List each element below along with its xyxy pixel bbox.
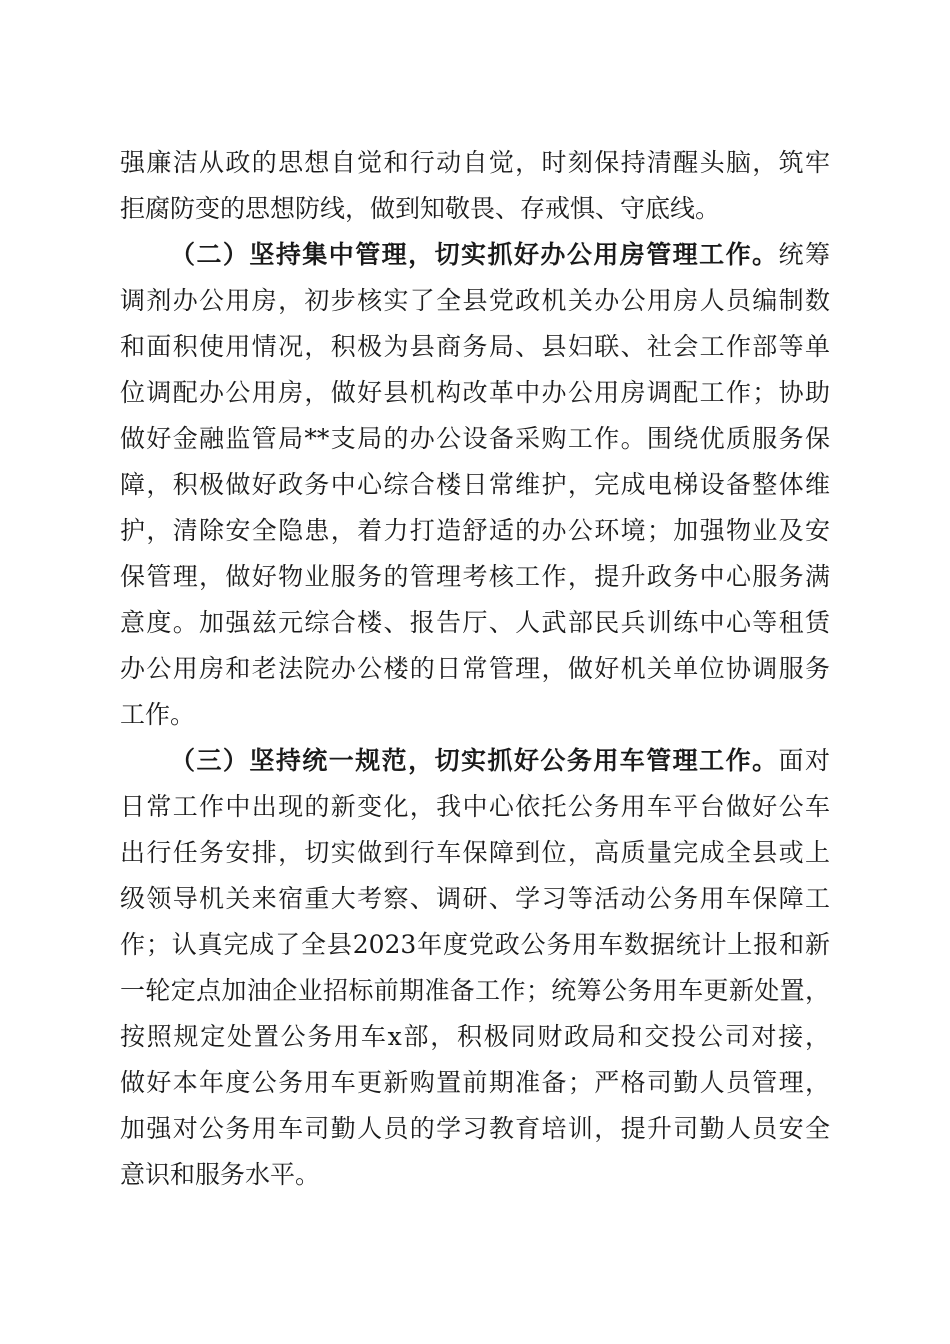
text-line: 拒腐防变的思想防线，做到知敬畏、存戒惧、守底线。: [120, 194, 721, 223]
text-line: 级领导机关来宿重大考察、调研、学习等活动公务用车保障工: [120, 884, 830, 913]
paragraph-2-first-line: [170, 232, 830, 278]
text-line: 日常工作中出现的新变化，我中心依托公务用车平台做好公车: [120, 792, 830, 821]
text-line: 办公用房和老法院办公楼的日常管理，做好机关单位协调服务: [120, 654, 830, 683]
text-line: 保管理，做好物业服务的管理考核工作，提升政务中心服务满: [120, 562, 830, 591]
paragraph-2-heading: （二）坚持集中管理，切实抓好办公用房管理工作。: [170, 240, 779, 269]
text-line: 调剂办公用房，初步核实了全县党政机关办公用房人员编制数: [120, 286, 830, 315]
paragraph-3-first-line: [170, 738, 830, 784]
text-line: 一轮定点加油企业招标前期准备工作；统筹公务用车更新处置，: [120, 976, 830, 1005]
text-line: 障，积极做好政务中心综合楼日常维护，完成电梯设备整体维: [120, 470, 830, 499]
text-line: 按照规定处置公务用车x部，积极同财政局和交投公司对接，: [120, 1022, 830, 1051]
text-line: 工作。: [120, 700, 196, 729]
text-line: 强廉洁从政的思想自觉和行动自觉，时刻保持清醒头脑，筑牢: [120, 148, 830, 177]
paragraph-2-first-line-rest: 统筹: [778, 240, 830, 269]
text-line: 出行任务安排，切实做到行车保障到位，高质量完成全县或上: [120, 838, 830, 867]
text-line: 做好金融监管局**支局的办公设备采购工作。围绕优质服务保: [120, 424, 830, 453]
text-line: 加强对公务用车司勤人员的学习教育培训，提升司勤人员安全: [120, 1114, 830, 1143]
text-line: 和面积使用情况，积极为县商务局、县妇联、社会工作部等单: [120, 332, 830, 361]
text-line: 意识和服务水平。: [120, 1160, 321, 1189]
text-line: 作；认真完成了全县2023年度党政公务用车数据统计上报和新: [120, 930, 830, 959]
text-line: 护，清除安全隐患，着力打造舒适的办公环境；加强物业及安: [120, 516, 830, 545]
text-line: 做好本年度公务用车更新购置前期准备；严格司勤人员管理，: [120, 1068, 830, 1097]
text-line: 意度。加强兹元综合楼、报告厅、人武部民兵训练中心等租赁: [120, 608, 830, 637]
paragraph-3-heading: （三）坚持统一规范，切实抓好公务用车管理工作。: [170, 746, 779, 775]
paragraph-3-first-line-rest: 面对: [778, 746, 830, 775]
text-line: 位调配办公用房，做好县机构改革中办公用房调配工作；协助: [120, 378, 830, 407]
